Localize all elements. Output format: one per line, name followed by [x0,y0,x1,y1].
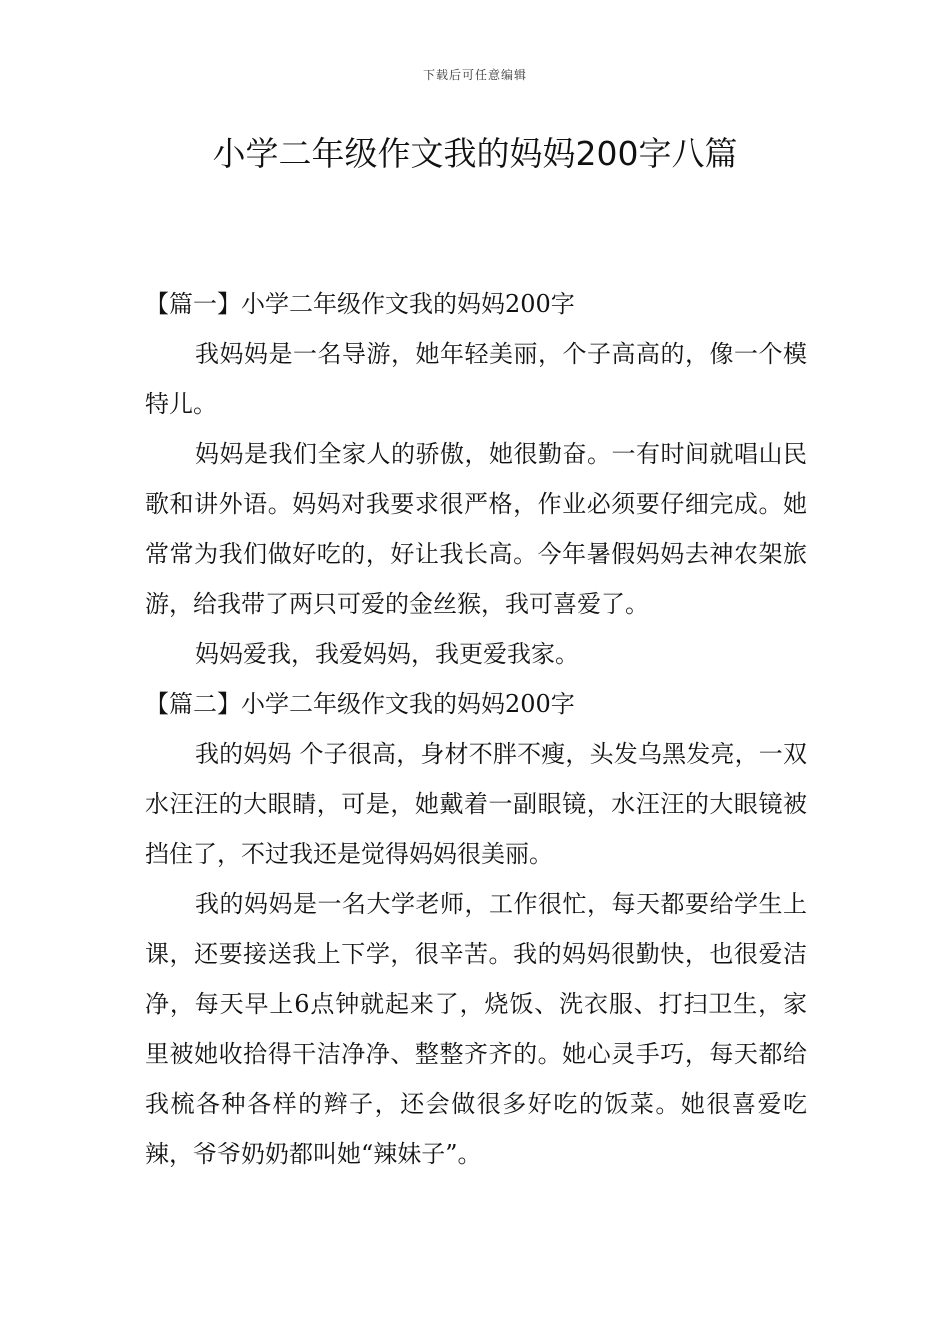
document-title: 小学二年级作文我的妈妈200字八篇 [212,134,738,173]
section-2-paragraph-1: 我的妈妈 个子很高，身材不胖不瘦，头发乌黑发亮，一双水汪汪的大眼睛，可是，她戴着一副眼镜，水汪汪的大眼镜被挡住了，不过我还是觉得妈妈很美丽。 [145,740,807,868]
section-1-paragraph-2: 妈妈是我们全家人的骄傲，她很勤奋。一有时间就唱山民歌和讲外语。妈妈对我要求很严格，作业必须要仔细完成。她常常为我们做好吃的，好让我长高。今年暑假妈妈去神农架旅游，给我带了两只可爱的金丝猴，我可喜爱了。 [145,440,807,618]
section-heading-1: 【篇一】小学二年级作文我的妈妈200字 [145,290,575,318]
section-1-paragraph-1: 我妈妈是一名导游，她年轻美丽，个子高高的，像一个模特儿。 [145,340,807,418]
header-note: 下载后可任意编辑 [422,68,527,82]
section-heading-2: 【篇二】小学二年级作文我的妈妈200字 [145,690,575,718]
section-1-paragraph-3: 妈妈爱我，我爱妈妈，我更爱我家。 [195,640,579,668]
section-2-paragraph-2: 我的妈妈是一名大学老师，工作很忙，每天都要给学生上课，还要接送我上下学，很辛苦。我的妈妈很勤快，也很爱洁净，每天早上6点钟就起来了，烧饭、洗衣服、打扫卫生，家里被她收拾得干洁净净、整整齐齐的。她心灵手巧，每天都给我梳各种各样的辫子，还会做很多好吃的饭菜。她很喜爱吃辣，爷爷奶奶都叫她“辣妹子”。 [145,890,807,1168]
document-body [145,279,807,1179]
